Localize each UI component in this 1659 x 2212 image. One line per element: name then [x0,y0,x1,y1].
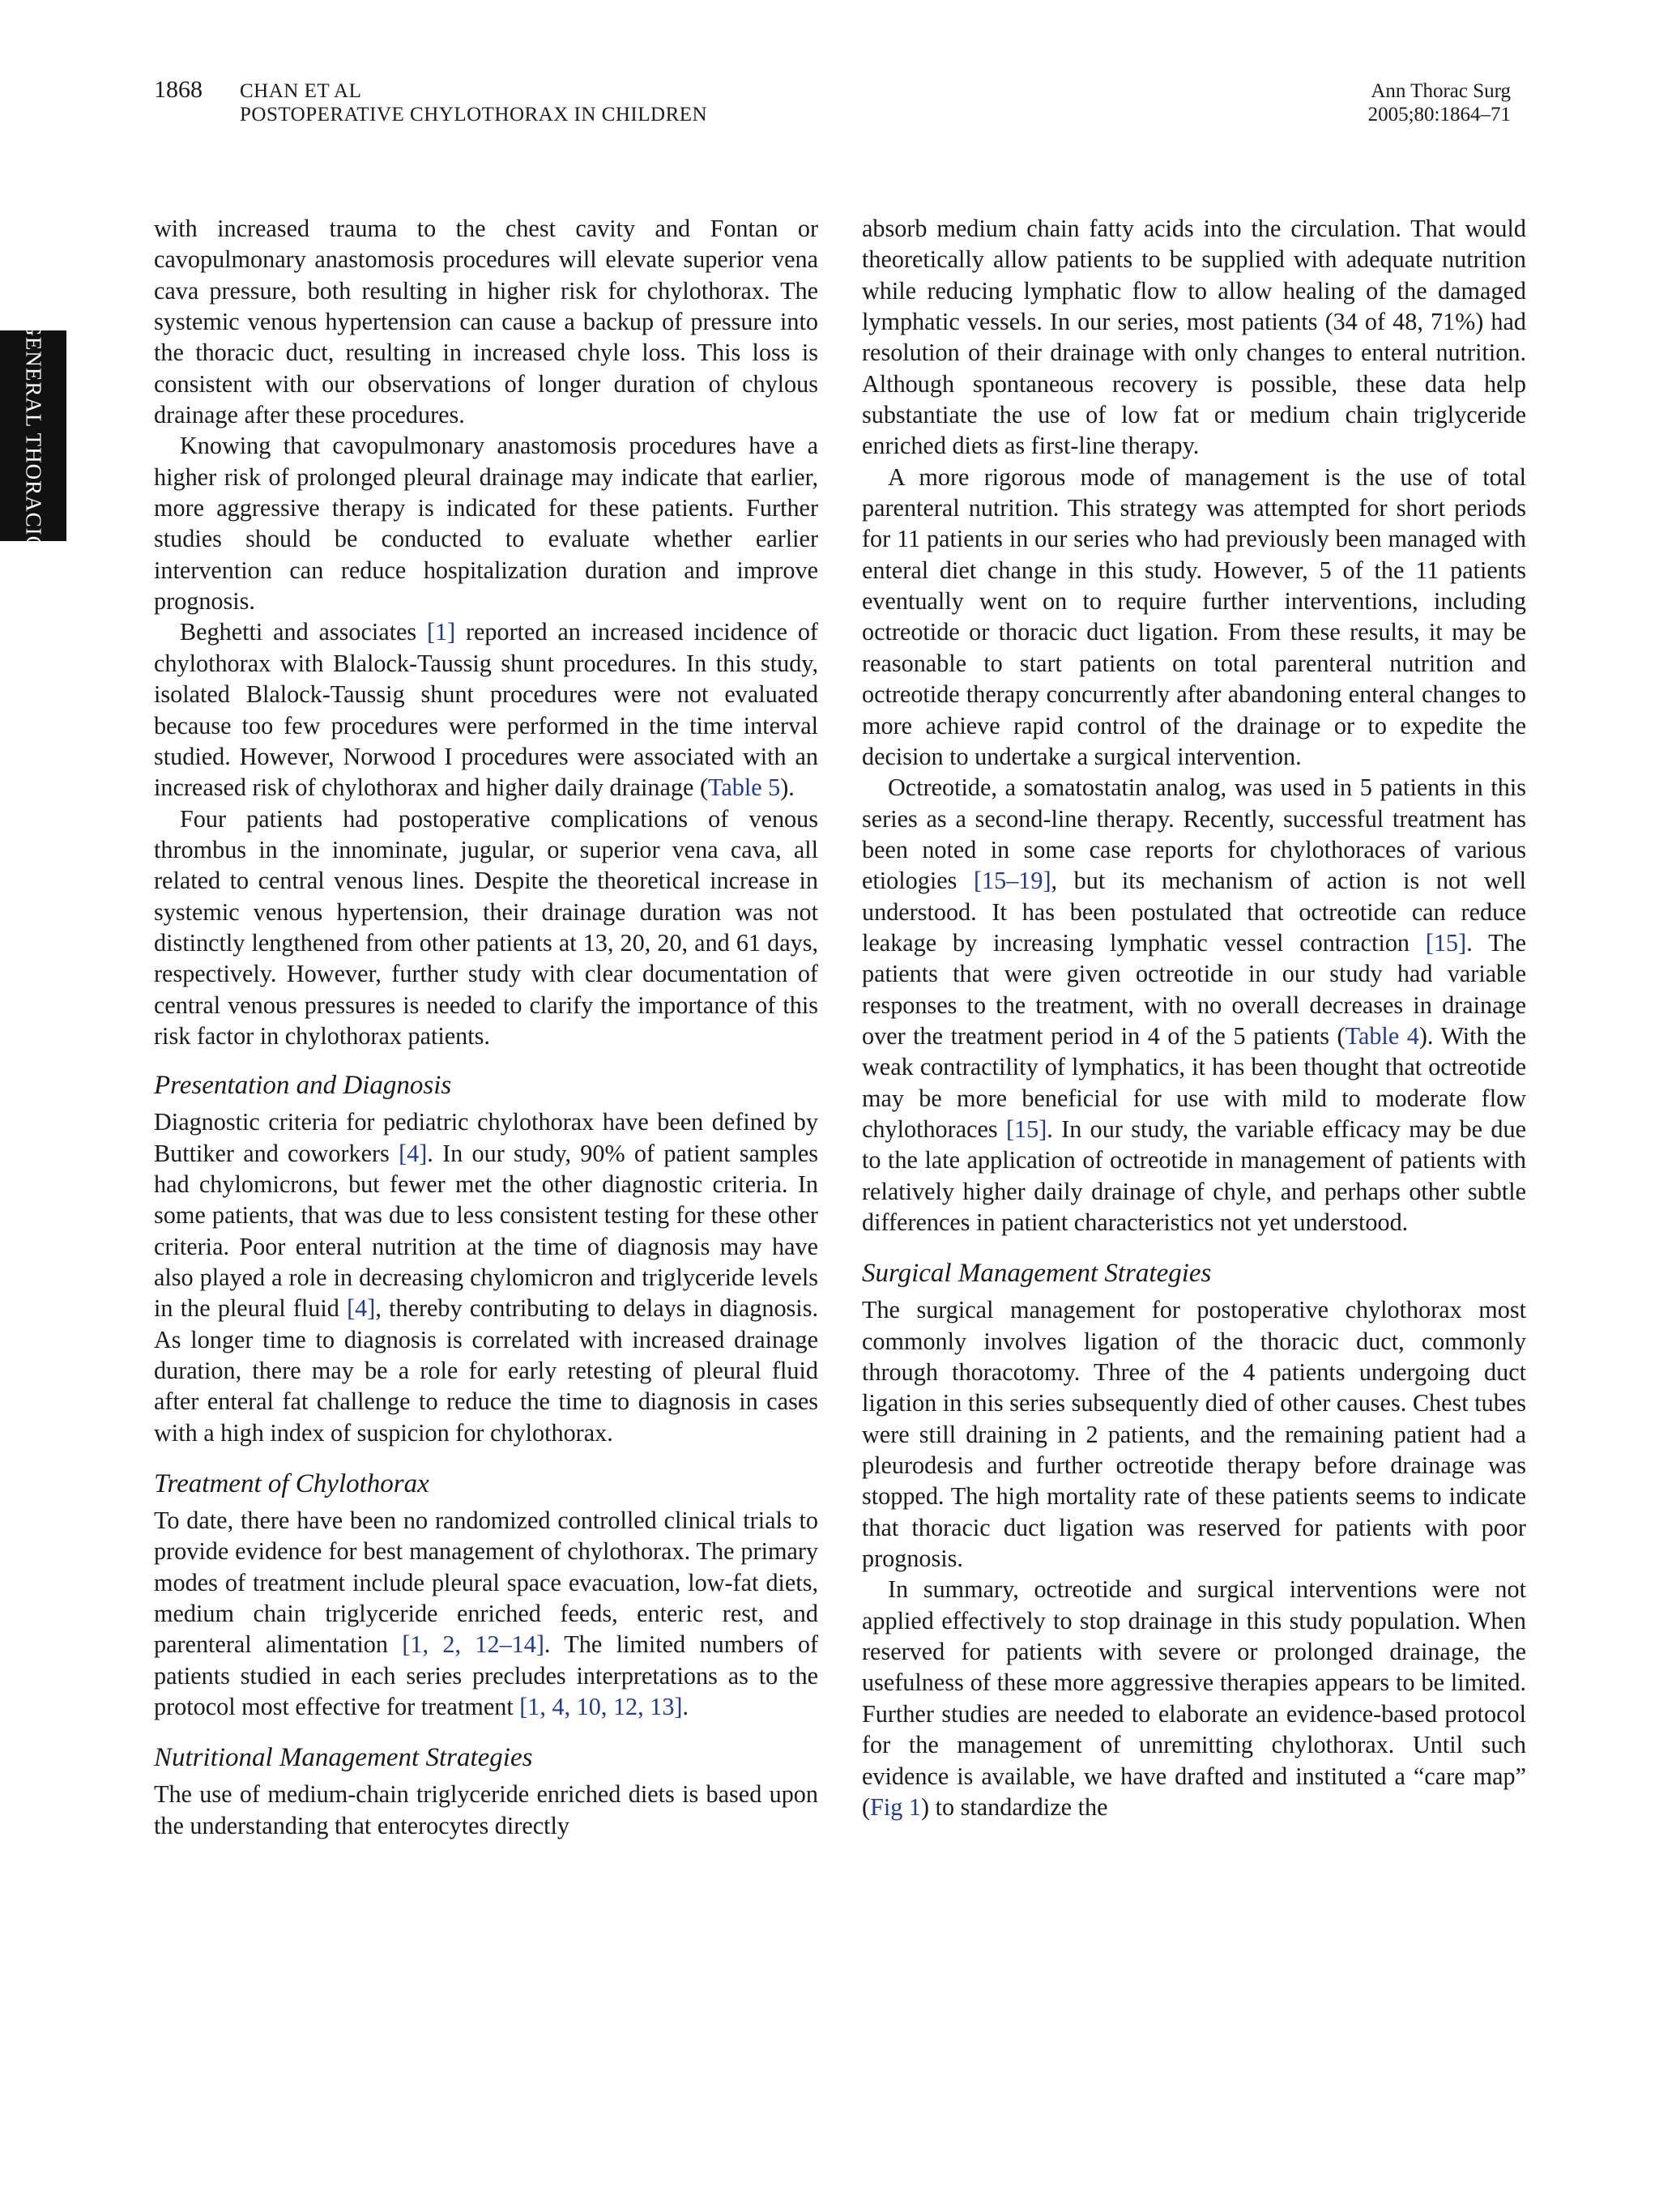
paragraph: Four patients had postoperative complications of venous thrombus in the innominate, jugular, or superior vena cava, all related to central venous lines. Despite the theoretical increase in systemic venous hypertension, their drainage duration was not distinctly lengthened from other patients at 13, 20, 20, and 61 days, respectively. However, further study with clear documentation of central venous pressures is needed to clarify the importance of this risk factor in chylothorax patients. [154,804,818,1050]
paragraph: absorb medium chain fatty acids into the circulation. That would theoretically allow patients to be supplied with adequate nutrition while reducing lymphatic flow to allow healing of the damaged lymphatic vessels. In our series, most patients (34 of 48, 71%) had resolution of their drainage with only changes to enteral nutrition. Although spontaneous recovery is possible, these data help substantiate the use of low fat or medium chain triglyceride enriched diets as first-line therapy. [862,215,1526,460]
journal-name: Ann Thorac Surg [1371,80,1511,102]
section-heading: Nutritional Management Strategies [154,1743,533,1773]
section-heading: Surgical Management Strategies [862,1259,1212,1289]
paragraph: In summary, octreotide and surgical interventions were not applied effectively to stop drainage in this study population. When reserved for patients with severe or prolonged drainage, the usefulness of these more aggressive therapies appears to be limited. Further studies are needed to elaborate an evidence-based protocol for the management of unremitting chylothorax. Until such evidence is available, we have drafted and instituted a “care map” (Fig 1) to standardize the [862,1575,1526,1821]
page-number: 1868 [154,76,203,103]
paragraph: A more rigorous mode of management is the use of total parenteral nutrition. This strategy was attempted for short periods for 11 patients in our series who had previously been managed with enteral diet change in this study. However, 5 of the 11 patients eventually went on to require further interventions, including octreotide or thoracic duct ligation. From these results, it may be reasonable to start patients on total parenteral nutrition and octreotide therapy concurrently after abandoning enteral changes to more achieve rapid control of the drainage or to expedite the decision to undertake a surgical intervention. [862,462,1526,770]
paragraph: To date, there have been no randomized controlled clinical trials to provide evidence for best management of chylothorax. The primary modes of treatment include pleural space evacuation, low-fat diets, medium chain triglyceride enriched feeds, enteric rest, and parenteral alimentation [1, 2, 12–14]. The limited numbers of patients studied in each series precludes interpretations as to the protocol most effective for treatment [1, 4, 10, 12, 13]. [154,1507,818,1721]
reference-link[interactable]: [1, 2, 12–14] [402,1630,544,1659]
paragraph: Knowing that cavopulmonary anastomosis procedures have a higher risk of prolonged pleural drainage may indicate that earlier, more aggressive therapy is indicated for these patients. Further studies should be conducted to evaluate whether earlier intervention can reduce hospitalization duration and improve prognosis. [154,432,818,616]
reference-link[interactable]: [1] [426,618,456,646]
reference-link[interactable]: [1, 4, 10, 12, 13] [519,1693,683,1721]
side-tab-label: GENERAL THORACIC [21,320,46,552]
paragraph: Beghetti and associates [1] reported an increased incidence of chylothorax with Blalock-Taussig shunt procedures. In this study, isolated Blalock-Taussig shunt procedures were not evaluated because too few procedures were performed in the time interval studied. However, Norwood I procedures were associated with an increased risk of chylothorax and higher daily drainage (Table 5). [154,618,818,802]
paragraph: Octreotide, a somatostatin analog, was used in 5 patients in this series as a second-line therapy. Recently, successful treatment has been noted in some case reports for chylothoraces of various etiologies [15–19], but its mechanism of action is not well understood. It has been postulated that octreotide can reduce leakage by increasing lymphatic vessel contraction [15]. The patients that were given octreotide in our study had variable responses to the treatment, with no overall decreases in drainage over the treatment period in 4 of the 5 patients (Table 4). With the weak contractility of lymphatics, it has been thought that octreotide may be more beneficial for use with mild to moderate flow chylothoraces [15]. In our study, the variable efficacy may be due to the late application of octreotide in management of patients with relatively higher daily drainage of chyle, and perhaps other subtle differences in patient characteristics not yet understood. [862,774,1527,1236]
figure-link[interactable]: Fig 1 [870,1792,921,1821]
section-heading: Presentation and Diagnosis [154,1071,452,1101]
table-link[interactable]: Table 5 [708,774,781,802]
left-column [154,213,818,1841]
table-link[interactable]: Table 4 [1345,1021,1419,1050]
journal-citation: 2005;80:1864–71 [1367,104,1511,126]
running-header-right [1368,79,1511,126]
paragraph: with increased trauma to the chest cavity and Fontan or cavopulmonary anastomosis procedures will elevate superior vena cava pressure, both resulting in higher risk for chylothorax. The systemic venous hypertension can cause a backup of pressure into the thoracic duct, resulting in increased chyle loss. This loss is consistent with our observations of longer duration of chylous drainage after these procedures. [154,215,818,429]
reference-link[interactable]: [4] [347,1294,376,1323]
paragraph: The surgical management for postoperative chylothorax most commonly involves ligation of the thoracic duct, commonly through thoracotomy. Three of the 4 patients undergoing duct ligation in this series subsequently died of other causes. Chest tubes were still draining in 2 patients, and the remaining patient had a pleurodesis and further octreotide therapy before drainage was stopped. The high mortality rate of these patients seems to indicate that thoracic duct ligation was reserved for patients with poor prognosis. [862,1296,1526,1573]
section-heading: Treatment of Chylothorax [154,1469,429,1499]
reference-link[interactable]: [4] [399,1139,428,1167]
reference-link[interactable]: [15] [1425,928,1467,957]
running-title: POSTOPERATIVE CHYLOTHORAX IN CHILDREN [240,104,708,126]
reference-link[interactable]: [15–19] [973,867,1051,895]
paragraph: Diagnostic criteria for pediatric chylothorax have been defined by Buttiker and coworkers [4]. In our study, 90% of patient samples had chylomicrons, but fewer met the other diagnostic criteria. In some patients, that was due to less consistent testing for these other criteria. Poor enteral nutrition at the time of diagnosis may have also played a role in decreasing chylomicron and triglyceride levels in the pleural fluid [4], thereby contributing to delays in diagnosis. As longer time to diagnosis is correlated with increased drainage duration, there may be a role for early retesting of pleural fluid after enteral fat challenge to reduce the time to diagnosis in cases with a high index of suspicion for chylothorax. [154,1108,818,1447]
section-side-tab [0,320,66,552]
running-authors: CHAN ET AL [240,80,362,102]
paragraph: The use of medium-chain triglyceride enriched diets is based upon the understanding that enterocytes directly [154,1780,818,1839]
reference-link[interactable]: [15] [1005,1115,1047,1143]
right-column [862,213,1526,1822]
